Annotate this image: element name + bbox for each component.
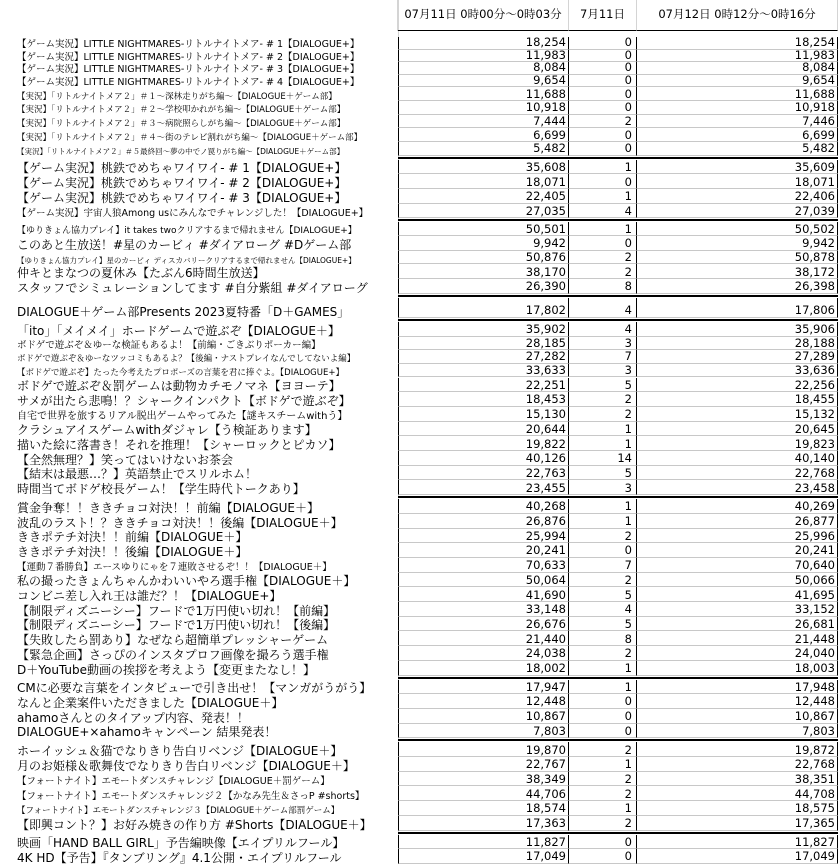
views-delta-cell[interactable]: 2: [569, 251, 637, 265]
views-end-cell[interactable]: 17,948: [637, 680, 838, 695]
group-separator: [398, 295, 838, 297]
views-delta-cell[interactable]: 2: [569, 742, 637, 757]
views-delta-cell[interactable]: 3: [569, 337, 637, 351]
views-delta-cell[interactable]: 1: [569, 160, 637, 175]
group-separator: [398, 739, 838, 741]
table-row: [0, 543, 838, 558]
table-row: [0, 75, 838, 88]
views-delta-cell[interactable]: 8: [569, 631, 637, 646]
table-row: [0, 849, 838, 864]
views-delta-cell[interactable]: 3: [569, 364, 637, 378]
views-start-cell[interactable]: 28,185: [398, 337, 569, 351]
views-delta-cell[interactable]: 2: [569, 264, 637, 279]
table-row: [0, 364, 838, 378]
table-row: [0, 709, 838, 724]
views-start-cell[interactable]: 35,608: [398, 160, 569, 175]
views-end-cell[interactable]: 25,996: [637, 529, 838, 544]
table-row: [0, 680, 838, 695]
table-row: [0, 222, 838, 236]
video-title-cell[interactable]: 【制限ディズニーシー】フードで1万円使い切れ！【後編】: [17, 618, 336, 632]
views-end-cell[interactable]: 11,688: [637, 87, 838, 101]
table-row: [0, 37, 838, 50]
video-title-cell[interactable]: D＋YouTube動画の挨拶を考えよう【変更またなし！】: [17, 662, 316, 676]
table-row: [0, 772, 838, 787]
views-start-cell[interactable]: 26,676: [398, 617, 569, 632]
table-row: [0, 816, 838, 831]
video-title-cell[interactable]: CMに必要な言葉をインタビューで引き出せ！【マンガがうがう】: [17, 681, 372, 695]
views-end-cell[interactable]: 35,906: [637, 322, 838, 337]
video-title-cell[interactable]: ボドゲで遊ぶぞ＆ゆーなツッコミもあるよ？【後編・ナストプレイなんでしてないよ編】: [17, 354, 356, 364]
table-row: [0, 50, 838, 63]
video-title-cell[interactable]: 【実況】「リトルナイトメア２」＃４～街のテレビ割れがち編～【DIALOGUE＋ゲーム部】: [17, 132, 363, 142]
table-row: [0, 480, 838, 495]
views-start-cell[interactable]: 22,767: [398, 757, 569, 772]
header-col-b[interactable]: 7月11日: [569, 0, 637, 31]
group-separator: [398, 157, 838, 159]
views-start-cell[interactable]: 50,501: [398, 222, 569, 236]
views-end-cell[interactable]: 18,254: [637, 37, 838, 50]
table-row: [0, 322, 838, 337]
views-delta-cell[interactable]: 2: [569, 786, 637, 801]
views-start-cell[interactable]: 18,453: [398, 392, 569, 407]
views-start-cell[interactable]: 19,822: [398, 436, 569, 451]
video-title-cell[interactable]: サメが出たら悲鳴！？シャークインパクト【ボドゲで遊ぶぞ】: [17, 393, 351, 407]
table-row: [0, 835, 838, 850]
views-end-cell[interactable]: 35,609: [637, 160, 838, 175]
header-row: [0, 0, 838, 31]
table-row: [0, 801, 838, 816]
video-title-cell[interactable]: コンビニ差し入れ王は誰だ？！【DIALOGUE+】: [17, 589, 282, 603]
views-end-cell[interactable]: 33,636: [637, 364, 838, 378]
views-end-cell[interactable]: 38,172: [637, 264, 838, 279]
header-col-a[interactable]: 07月11日 0時00分～0時03分: [398, 0, 569, 31]
group-separator: [398, 319, 838, 321]
views-delta-cell[interactable]: 0: [569, 835, 637, 850]
views-start-cell[interactable]: 7,444: [398, 115, 569, 129]
views-start-cell[interactable]: 22,251: [398, 378, 569, 393]
video-title-cell[interactable]: 【ゲーム実況】桃鉄でめちゃワイワイ- # 3【DIALOGUE+】: [17, 190, 347, 204]
table-row: [0, 466, 838, 481]
views-start-cell[interactable]: 20,644: [398, 422, 569, 437]
views-start-cell[interactable]: 10,918: [398, 101, 569, 115]
video-title-cell[interactable]: 【結末は最悪…？】英語禁止でスリルホム！: [17, 467, 258, 481]
video-title-cell[interactable]: 仲キとまなつの夏休み【たぶん6時間生放送】: [17, 266, 265, 280]
views-start-cell[interactable]: 41,690: [398, 587, 569, 602]
views-start-cell[interactable]: 20,241: [398, 543, 569, 558]
views-start-cell[interactable]: 26,876: [398, 514, 569, 529]
views-end-cell[interactable]: 18,071: [637, 174, 838, 189]
views-delta-cell[interactable]: 1: [569, 499, 637, 514]
views-start-cell[interactable]: 25,994: [398, 529, 569, 544]
views-delta-cell[interactable]: 4: [569, 298, 637, 318]
views-delta-cell[interactable]: 2: [569, 529, 637, 544]
video-title-cell[interactable]: 【ゲーム実況】LITTLE NIGHTMARES-リトルナイトメア- # 3【DIALOGUE+】: [17, 64, 360, 75]
views-start-cell[interactable]: 27,035: [398, 204, 569, 219]
views-delta-cell[interactable]: 1: [569, 757, 637, 772]
views-delta-cell[interactable]: 0: [569, 543, 637, 558]
views-delta-cell[interactable]: 7: [569, 350, 637, 364]
video-title-cell[interactable]: 【ゲーム実況】桃鉄でめちゃワイワイ- # 1【DIALOGUE+】: [17, 161, 347, 175]
table-row: [0, 264, 838, 279]
video-title-cell[interactable]: 【運動７番勝負】エースゆりにゃを７連敗させるぞ！！【DIALOGUE＋】: [17, 562, 332, 573]
views-delta-cell[interactable]: 1: [569, 801, 637, 816]
video-title-cell[interactable]: DIALOGUE＋ゲーム部Presents 2023夏特番「D＋GAMES」: [17, 304, 350, 318]
table-row: [0, 337, 838, 351]
views-end-cell[interactable]: 7,803: [637, 724, 838, 739]
views-start-cell[interactable]: 38,170: [398, 264, 569, 279]
views-end-cell[interactable]: 24,040: [637, 646, 838, 661]
views-delta-cell[interactable]: 4: [569, 204, 637, 219]
views-delta-cell[interactable]: 5: [569, 587, 637, 602]
views-delta-cell[interactable]: 0: [569, 128, 637, 142]
views-delta-cell[interactable]: 2: [569, 407, 637, 422]
views-delta-cell[interactable]: 2: [569, 573, 637, 588]
table-row: [0, 204, 838, 219]
video-title-cell[interactable]: スタッフでシミュレーションしてます #自分紫組 #ダイアローグ: [17, 280, 368, 294]
views-delta-cell[interactable]: 2: [569, 816, 637, 831]
views-start-cell[interactable]: 27,282: [398, 350, 569, 364]
views-delta-cell[interactable]: 1: [569, 661, 637, 676]
table-row: [0, 436, 838, 451]
table-row: [0, 251, 838, 265]
views-start-cell[interactable]: 11,983: [398, 50, 569, 63]
table-row: [0, 617, 838, 632]
table-row: [0, 101, 838, 115]
views-delta-cell[interactable]: 4: [569, 602, 637, 617]
video-title-cell[interactable]: 映画「HAND BALL GIRL」予告編映像【エイプリルフール】: [17, 836, 345, 850]
views-delta-cell[interactable]: 2: [569, 772, 637, 787]
table-row: [0, 298, 838, 318]
views-start-cell[interactable]: 38,349: [398, 772, 569, 787]
views-delta-cell[interactable]: 0: [569, 50, 637, 63]
table-row: [0, 407, 838, 422]
video-title-cell[interactable]: 【失敗したら罰あり】なぜなら超簡単プレッシャーゲーム: [17, 633, 329, 647]
table-row: [0, 529, 838, 544]
video-title-cell[interactable]: DIALOGUE+×ahamoキャンペーン 結果発表！: [17, 725, 277, 739]
table-row: [0, 189, 838, 204]
video-title-cell[interactable]: 【実況】「リトルナイトメア２」＃３～病院照らしがち編～【DIALOGUE＋ゲーム部】: [17, 118, 346, 129]
video-title-cell[interactable]: 【全然無理？】笑ってはいけないお茶会: [17, 452, 234, 466]
table-row: [0, 236, 838, 251]
video-title-cell[interactable]: ききポテチ対決！！前編【DIALOGUE＋】: [17, 530, 248, 544]
views-delta-cell[interactable]: 1: [569, 436, 637, 451]
views-end-cell[interactable]: 18,003: [637, 661, 838, 676]
views-end-cell[interactable]: 11,983: [637, 50, 838, 63]
video-title-cell[interactable]: 【実況】「リトルナイトメア２」＃５最終回～夢の中でノ罠りがち編～【DIALOGUE＋ゲーム部】: [17, 147, 345, 156]
video-title-cell[interactable]: 4K HD【予告】『タンブリング』4.1公開・エイプリルフール: [17, 850, 342, 864]
views-start-cell[interactable]: 50,064: [398, 573, 569, 588]
views-start-cell[interactable]: 21,440: [398, 631, 569, 646]
views-end-cell[interactable]: 40,140: [637, 451, 838, 466]
table-row: [0, 115, 838, 129]
video-title-cell[interactable]: 【実況】「リトルナイトメア２」＃２～学校叩かれがち編～【DIALOGUE＋ゲーム部】: [17, 105, 346, 115]
views-end-cell[interactable]: 8,084: [637, 62, 838, 75]
video-title-cell[interactable]: ボドゲで遊ぶぞ＆罰ゲームは動物カチモノマネ【ヨヨーテ】: [17, 379, 341, 393]
views-end-cell[interactable]: 28,188: [637, 337, 838, 351]
video-title-cell[interactable]: このあと生放送！#星のカービィ #ダイアローグ #Dゲーム部: [17, 237, 352, 251]
views-end-cell[interactable]: 21,448: [637, 631, 838, 646]
video-title-cell[interactable]: 【ゲーム実況】桃鉄でめちゃワイワイ- # 2【DIALOGUE+】: [17, 176, 347, 190]
table-row: [0, 742, 838, 757]
header-col-c[interactable]: 07月12日 0時12分～0時16分: [637, 0, 838, 31]
views-delta-cell[interactable]: 0: [569, 849, 637, 864]
views-end-cell[interactable]: 20,241: [637, 543, 838, 558]
views-start-cell[interactable]: 24,038: [398, 646, 569, 661]
views-end-cell[interactable]: 7,446: [637, 115, 838, 129]
views-delta-cell[interactable]: 5: [569, 378, 637, 393]
views-end-cell[interactable]: 9,942: [637, 236, 838, 251]
table-row: [0, 62, 838, 75]
table-row: [0, 174, 838, 189]
table-row: [0, 378, 838, 393]
views-start-cell[interactable]: 40,126: [398, 451, 569, 466]
video-title-cell[interactable]: クラシュアイスゲームwithダジャレ【う検証あります】: [17, 423, 317, 437]
views-end-cell[interactable]: 11,827: [637, 835, 838, 850]
views-end-cell[interactable]: 18,455: [637, 392, 838, 407]
views-start-cell[interactable]: 22,405: [398, 189, 569, 204]
views-start-cell[interactable]: 22,763: [398, 466, 569, 481]
group-separator: [398, 496, 838, 498]
video-title-cell[interactable]: 【ボドゲで遊ぶぞ】たった今考えたプロポーズの言葉を君に捧ぐよ。【DIALOGUE+】: [17, 367, 344, 378]
video-title-cell[interactable]: 【フォートナイト】エモートダンスチャレンジ２【かなみ先生＆さっP #shorts】: [17, 790, 365, 802]
video-title-cell[interactable]: 描いた絵に落書き！それを推理！【シャーロックとピカソ】: [17, 438, 341, 451]
views-end-cell[interactable]: 23,458: [637, 480, 838, 495]
views-delta-cell[interactable]: 1: [569, 680, 637, 695]
video-title-cell[interactable]: 【フォートナイト】エモートダンスチャレンジ３【DIALOGUE＋ゲーム部罰ゲーム】: [17, 806, 340, 816]
table-row: [0, 350, 838, 364]
video-title-cell[interactable]: 【ゲーム実況】LITTLE NIGHTMARES-リトルナイトメア- # 1【DIALOGUE+】: [17, 39, 360, 50]
views-delta-cell[interactable]: 7: [569, 558, 637, 573]
views-delta-cell[interactable]: 0: [569, 142, 637, 156]
views-delta-cell[interactable]: 0: [569, 87, 637, 101]
views-delta-cell[interactable]: 2: [569, 646, 637, 661]
views-end-cell[interactable]: 26,877: [637, 514, 838, 529]
views-start-cell[interactable]: 5,482: [398, 142, 569, 156]
views-start-cell[interactable]: 70,633: [398, 558, 569, 573]
views-start-cell[interactable]: 10,867: [398, 709, 569, 724]
views-delta-cell[interactable]: 1: [569, 422, 637, 437]
table-row: [0, 128, 838, 142]
views-delta-cell[interactable]: 4: [569, 322, 637, 337]
views-end-cell[interactable]: 17,365: [637, 816, 838, 831]
views-end-cell[interactable]: 38,351: [637, 772, 838, 787]
views-start-cell[interactable]: 50,876: [398, 251, 569, 265]
views-end-cell[interactable]: 15,132: [637, 407, 838, 422]
table-row: [0, 631, 838, 646]
views-end-cell[interactable]: 27,289: [637, 350, 838, 364]
views-end-cell[interactable]: 22,768: [637, 757, 838, 772]
table-row: [0, 142, 838, 156]
views-start-cell[interactable]: 19,870: [398, 742, 569, 757]
table-row: [0, 558, 838, 573]
views-end-cell[interactable]: 6,699: [637, 128, 838, 142]
views-delta-cell[interactable]: 0: [569, 724, 637, 739]
views-delta-cell[interactable]: 5: [569, 466, 637, 481]
views-end-cell[interactable]: 20,645: [637, 422, 838, 437]
video-title-cell[interactable]: 自宅で世界を旅するリアル脱出ゲームやってみた【謎キスチームwithう】: [17, 410, 348, 422]
video-title-cell[interactable]: 賞金争奪！！ききチョコ対決！！前編【DIALOGUE＋】: [17, 500, 319, 514]
header-title-cell[interactable]: [0, 0, 398, 31]
views-delta-cell[interactable]: 2: [569, 392, 637, 407]
video-title-cell[interactable]: 【ゆりきょん協力プレイ】it takes twoクリアするまで帰れません【DIALOGUE+】: [17, 226, 357, 237]
views-start-cell[interactable]: 8,084: [398, 62, 569, 75]
video-title-cell[interactable]: 私の撮ったきょんちゃんかわいいやろ選手権【DIALOGUE＋】: [17, 574, 356, 588]
views-start-cell[interactable]: 17,363: [398, 816, 569, 831]
views-end-cell[interactable]: 33,152: [637, 602, 838, 617]
views-end-cell[interactable]: 40,269: [637, 499, 838, 514]
views-start-cell[interactable]: 11,827: [398, 835, 569, 850]
table-row: [0, 757, 838, 772]
views-end-cell[interactable]: 26,681: [637, 617, 838, 632]
views-start-cell[interactable]: 18,254: [398, 37, 569, 50]
table-row: [0, 279, 838, 294]
video-title-cell[interactable]: 【ゲーム実況】LITTLE NIGHTMARES-リトルナイトメア- # 2【DIALOGUE+】: [17, 51, 360, 63]
views-end-cell[interactable]: 9,654: [637, 75, 838, 88]
views-delta-cell[interactable]: 0: [569, 709, 637, 724]
views-delta-cell[interactable]: 1: [569, 222, 637, 236]
views-delta-cell[interactable]: 1: [569, 514, 637, 529]
table-row: [0, 602, 838, 617]
table-row: [0, 724, 838, 739]
views-end-cell[interactable]: 44,708: [637, 786, 838, 801]
table-row: [0, 514, 838, 529]
views-end-cell[interactable]: 17,806: [637, 298, 838, 318]
views-end-cell[interactable]: 27,039: [637, 204, 838, 219]
video-title-cell[interactable]: なんと企業案件いただきました【DIALOGUE＋】: [17, 695, 284, 709]
table-row: [0, 587, 838, 602]
views-start-cell[interactable]: 12,448: [398, 694, 569, 709]
views-start-cell[interactable]: 9,942: [398, 236, 569, 251]
video-title-cell[interactable]: 月のお姫様＆歌舞伎でなりきり告白リベンジ【DIALOGUE＋】: [17, 758, 355, 772]
views-start-cell[interactable]: 18,574: [398, 801, 569, 816]
group-separator: [398, 219, 838, 221]
views-start-cell[interactable]: 15,130: [398, 407, 569, 422]
views-start-cell[interactable]: 6,699: [398, 128, 569, 142]
table-row: [0, 87, 838, 101]
views-end-cell[interactable]: 26,398: [637, 279, 838, 294]
views-delta-cell[interactable]: 0: [569, 75, 637, 88]
video-title-cell[interactable]: 【ゲーム実況】宇宙人狼Among usにみんなでチャレンジした！【DIALOGUE+】: [17, 207, 369, 219]
views-start-cell[interactable]: 7,803: [398, 724, 569, 739]
video-title-cell[interactable]: ahamoさんとのタイアップ内容、発表！！: [17, 710, 249, 724]
group-separator: [398, 832, 838, 834]
video-title-cell[interactable]: 【即興コント？】お好み焼きの作り方 #Shorts【DIALOGUE＋】: [17, 817, 372, 831]
views-end-cell[interactable]: 22,256: [637, 378, 838, 393]
views-end-cell[interactable]: 10,867: [637, 709, 838, 724]
views-start-cell[interactable]: 18,002: [398, 661, 569, 676]
views-end-cell[interactable]: 17,049: [637, 849, 838, 864]
views-end-cell[interactable]: 50,066: [637, 573, 838, 588]
views-end-cell[interactable]: 22,768: [637, 466, 838, 481]
views-start-cell[interactable]: 18,071: [398, 174, 569, 189]
video-title-cell[interactable]: 波乱のラスト！？ききチョコ対決！！後編【DIALOGUE＋】: [17, 515, 343, 529]
views-start-cell[interactable]: 23,455: [398, 480, 569, 495]
views-end-cell[interactable]: 41,695: [637, 587, 838, 602]
views-delta-cell[interactable]: 8: [569, 279, 637, 294]
video-title-cell[interactable]: ボドゲで遊ぶぞ＆ゆーな検証もあるよ！【前編・ごきぶりポーカー編】: [17, 339, 321, 351]
table-row: [0, 422, 838, 437]
video-title-cell[interactable]: 時間当てボドゲ校長ゲーム！【学生時代トークあり】: [17, 482, 305, 496]
views-delta-cell[interactable]: 0: [569, 101, 637, 115]
views-end-cell[interactable]: 19,872: [637, 742, 838, 757]
views-delta-cell[interactable]: 0: [569, 62, 637, 75]
views-end-cell[interactable]: 70,640: [637, 558, 838, 573]
video-title-cell[interactable]: 【制限ディズニーシー】フードで1万円使い切れ！【前編】: [17, 603, 336, 617]
views-delta-cell[interactable]: 0: [569, 174, 637, 189]
group-separator: [398, 677, 838, 679]
views-end-cell[interactable]: 10,918: [637, 101, 838, 115]
views-start-cell[interactable]: 17,947: [398, 680, 569, 695]
views-start-cell[interactable]: 35,902: [398, 322, 569, 337]
table-row: [0, 392, 838, 407]
views-delta-cell[interactable]: 3: [569, 480, 637, 495]
views-start-cell[interactable]: 9,654: [398, 75, 569, 88]
table-row: [0, 451, 838, 466]
views-end-cell[interactable]: 5,482: [637, 142, 838, 156]
table-row: [0, 646, 838, 661]
video-title-cell[interactable]: 【ゆりきょん協力プレイ】星のカービィ ディスカバリークリアするまで帰れません【DIALOGUE+】: [17, 255, 356, 265]
views-end-cell[interactable]: 12,448: [637, 694, 838, 709]
table-row: [0, 786, 838, 801]
views-start-cell[interactable]: 11,688: [398, 87, 569, 101]
views-start-cell[interactable]: 33,148: [398, 602, 569, 617]
views-delta-cell[interactable]: 5: [569, 617, 637, 632]
views-start-cell[interactable]: 17,802: [398, 298, 569, 318]
video-title-cell[interactable]: 【フォートナイト】エモートダンスチャレンジ【DIALOGUE＋罰ゲーム】: [17, 775, 330, 787]
video-title-cell[interactable]: 【緊急企画】さっぴのインスタプロフ画像を撮ろう選手権: [17, 647, 329, 661]
video-title-cell[interactable]: ホーイッシュ＆猫でなりきり告白リベンジ【DIALOGUE＋】: [17, 744, 343, 758]
table-row: [0, 499, 838, 514]
views-start-cell[interactable]: 26,390: [398, 279, 569, 294]
views-end-cell[interactable]: 50,878: [637, 251, 838, 265]
table-row: [0, 573, 838, 588]
views-delta-cell[interactable]: 1: [569, 189, 637, 204]
views-start-cell[interactable]: 40,268: [398, 499, 569, 514]
views-delta-cell[interactable]: 0: [569, 694, 637, 709]
table-row: [0, 694, 838, 709]
video-title-cell[interactable]: 「ito」「メイメイ」ホードゲームで遊ぶぞ【DIALOGUE＋】: [17, 323, 340, 337]
views-delta-cell[interactable]: 0: [569, 37, 637, 50]
video-title-cell[interactable]: 【ゲーム実況】LITTLE NIGHTMARES-リトルナイトメア- # 4【DIALOGUE+】: [17, 76, 360, 88]
table-row: [0, 661, 838, 676]
views-delta-cell[interactable]: 14: [569, 451, 637, 466]
views-end-cell[interactable]: 22,406: [637, 189, 838, 204]
video-title-cell[interactable]: ききポテチ対決！！後編【DIALOGUE＋】: [17, 544, 248, 558]
table-row: [0, 160, 838, 175]
views-start-cell[interactable]: 44,706: [398, 786, 569, 801]
views-delta-cell[interactable]: 2: [569, 115, 637, 129]
views-end-cell[interactable]: 50,502: [637, 222, 838, 236]
views-delta-cell[interactable]: 0: [569, 236, 637, 251]
views-start-cell[interactable]: 17,049: [398, 849, 569, 864]
views-end-cell[interactable]: 19,823: [637, 436, 838, 451]
video-title-cell[interactable]: 【実況】「リトルナイトメア２」＃１～深林走りがち編～【DIALOGUE＋ゲーム部】: [17, 91, 337, 102]
views-start-cell[interactable]: 33,633: [398, 364, 569, 378]
views-end-cell[interactable]: 18,575: [637, 801, 838, 816]
